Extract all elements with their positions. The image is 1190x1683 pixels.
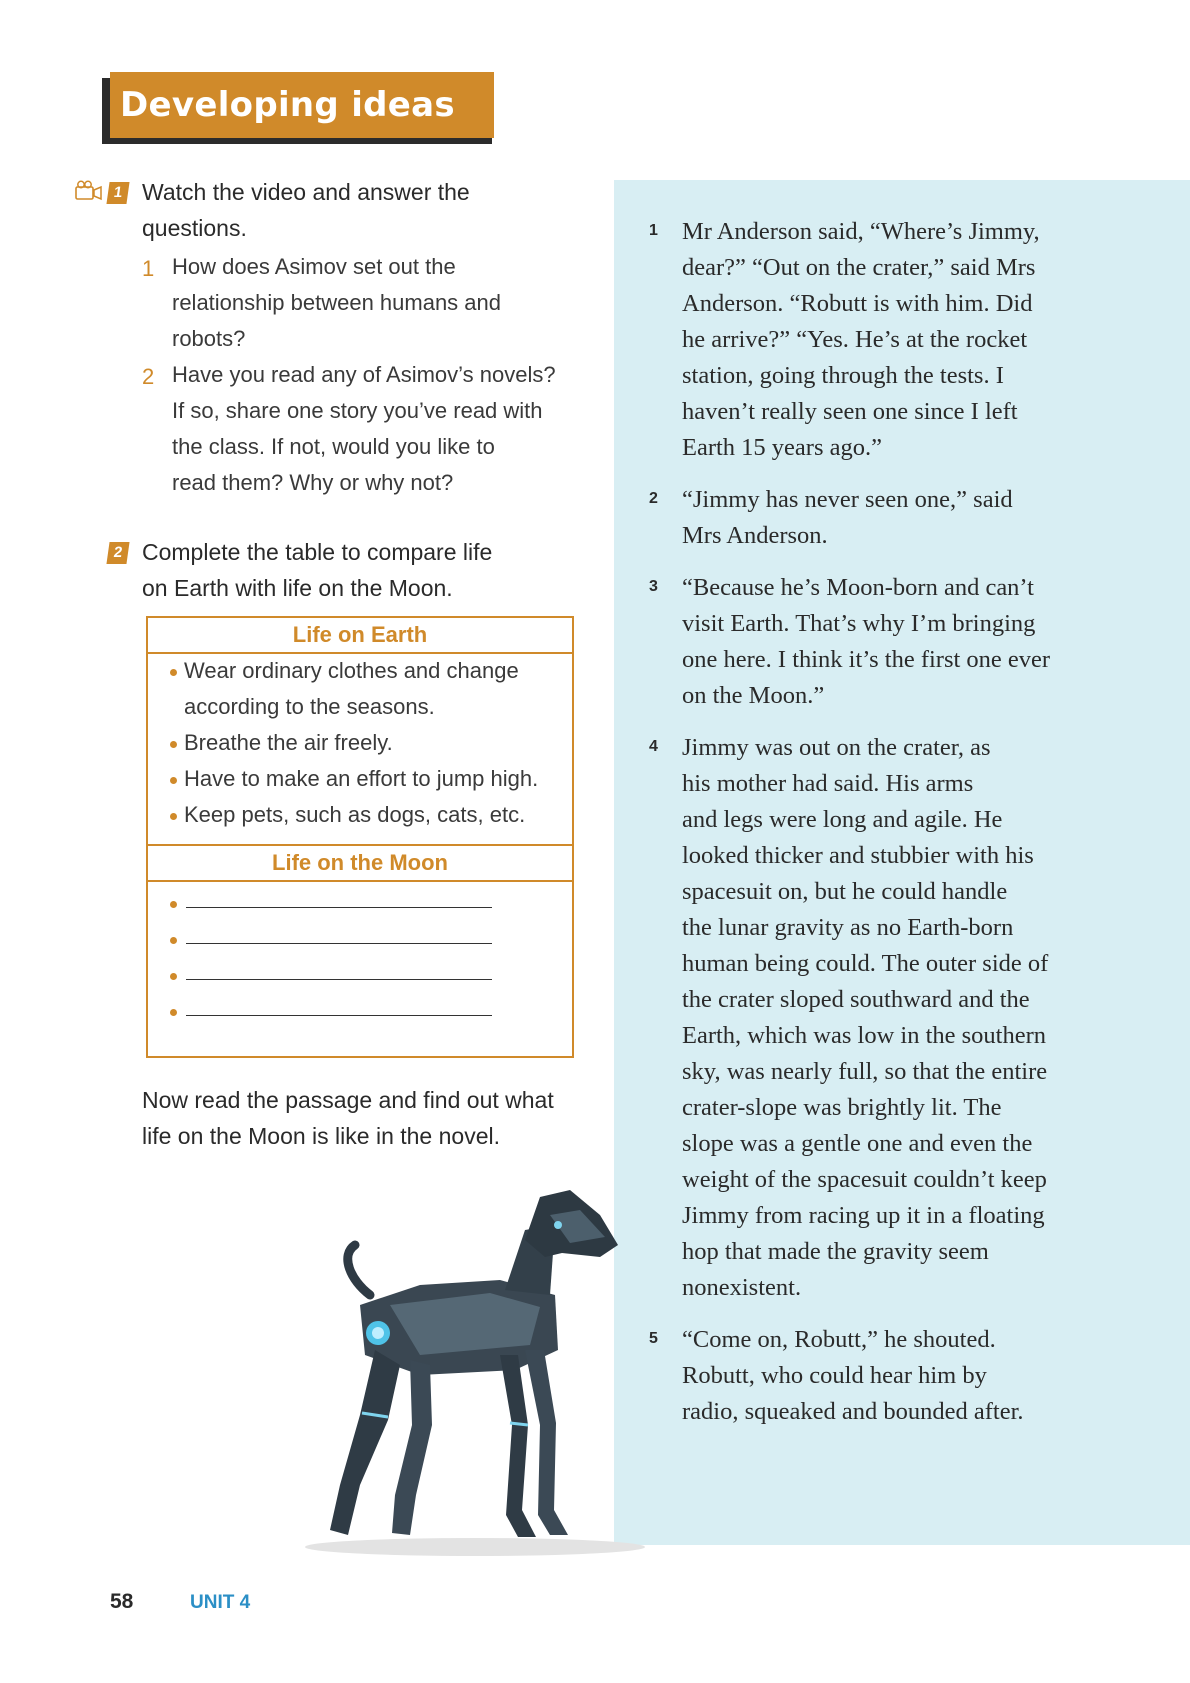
exercise-2-instruction: Complete the table to compare life bbox=[142, 539, 493, 565]
earth-item-cont: according to the seasons. bbox=[184, 694, 435, 719]
paragraph-number: 4 bbox=[649, 738, 658, 755]
exercise-1-instruction-cont: questions. bbox=[142, 215, 247, 241]
bullet bbox=[170, 741, 177, 748]
question-line: How does Asimov set out the bbox=[172, 254, 456, 279]
section-title: Developing ideas bbox=[120, 85, 455, 125]
passage-paragraph: Mr Anderson said, “Where’s Jimmy, dear?” “Out on the crater,” said Mrs Anderson. “Robutt is with him. Did he arrive?” “Yes. He’s at the rocket station, going through the tests. I haven’t really seen one since I left Earth 15 years ago.” bbox=[682, 218, 1040, 461]
earth-item: Keep pets, such as dogs, cats, etc. bbox=[184, 802, 526, 827]
followup-text-cont: life on the Moon is like in the novel. bbox=[142, 1123, 500, 1149]
earth-item: Wear ordinary clothes and change bbox=[184, 658, 519, 683]
passage-paragraph: “Come on, Robutt,” he shouted. Robutt, who could hear him by radio, squeaked and bounded after. bbox=[682, 1326, 1024, 1425]
exercise-1-instruction: Watch the video and answer the bbox=[142, 179, 470, 205]
paragraph-number: 2 bbox=[649, 490, 658, 507]
paragraph-number: 1 bbox=[649, 222, 658, 239]
answer-line[interactable] bbox=[186, 1015, 492, 1016]
passage-paragraph: “Because he’s Moon-born and can’t visit Earth. That’s why I’m bringing one here. I think it’s the first one ever on the Moon.” bbox=[682, 574, 1051, 709]
bullet bbox=[170, 973, 177, 980]
answer-line[interactable] bbox=[186, 907, 492, 908]
exercise-2-instruction-cont: on Earth with life on the Moon. bbox=[142, 575, 453, 601]
section-banner bbox=[110, 72, 494, 138]
comparison-table bbox=[146, 616, 574, 1058]
paragraph-number: 3 bbox=[649, 578, 658, 595]
exercise-2-badge: 2 bbox=[106, 542, 129, 564]
page-number: 58 bbox=[110, 1590, 134, 1613]
unit-label: UNIT 4 bbox=[190, 1592, 251, 1613]
question-line: the class. If not, would you like to bbox=[172, 434, 495, 459]
bullet bbox=[170, 901, 177, 908]
passage-paragraph: Jimmy was out on the crater, as his mother had said. His arms and legs were long and agile. He looked thicker and stubbier with his spacesuit on, but he could handle the lunar gravity as no Earth-born human being could. The outer side of the crater sloped southward and the Earth, which was low in the southern sky, was nearly full, so that the entire crater-slope was brightly lit. The slope was a gentle one and even the weight of the spacesuit couldn’t keep Jimmy from racing up it in a floating hop that made the gravity seem nonexistent. bbox=[682, 734, 1049, 1301]
exercise-1-badge: 1 bbox=[106, 182, 129, 204]
banner-separator bbox=[558, 84, 560, 128]
bullet bbox=[170, 937, 177, 944]
bullet bbox=[170, 777, 177, 784]
question-number: 2 bbox=[142, 364, 155, 389]
question-line: read them? Why or why not? bbox=[172, 470, 454, 495]
answer-line[interactable] bbox=[186, 979, 492, 980]
robot-dog-illustration bbox=[300, 1185, 660, 1565]
earth-item: Have to make an effort to jump high. bbox=[184, 766, 539, 791]
earth-header: Life on Earth bbox=[148, 618, 572, 654]
question-number: 1 bbox=[142, 256, 155, 281]
bullet bbox=[170, 1009, 177, 1016]
paragraph-number: 5 bbox=[649, 1330, 658, 1347]
question-line: relationship between humans and bbox=[172, 290, 502, 315]
question-line: If so, share one story you’ve read with bbox=[172, 398, 543, 423]
answer-line[interactable] bbox=[186, 943, 492, 944]
bullet bbox=[170, 813, 177, 820]
followup-text: Now read the passage and find out what bbox=[142, 1087, 554, 1113]
passage-paragraph: “Jimmy has never seen one,” said Mrs Anderson. bbox=[682, 486, 1013, 549]
question-line: Have you read any of Asimov’s novels? bbox=[172, 362, 556, 387]
moon-header: Life on the Moon bbox=[148, 844, 572, 882]
question-line: robots? bbox=[172, 326, 246, 351]
bullet bbox=[170, 669, 177, 676]
back-arrow-icon[interactable] bbox=[573, 92, 587, 118]
earth-item: Breathe the air freely. bbox=[184, 730, 393, 755]
video-icon bbox=[75, 180, 102, 202]
